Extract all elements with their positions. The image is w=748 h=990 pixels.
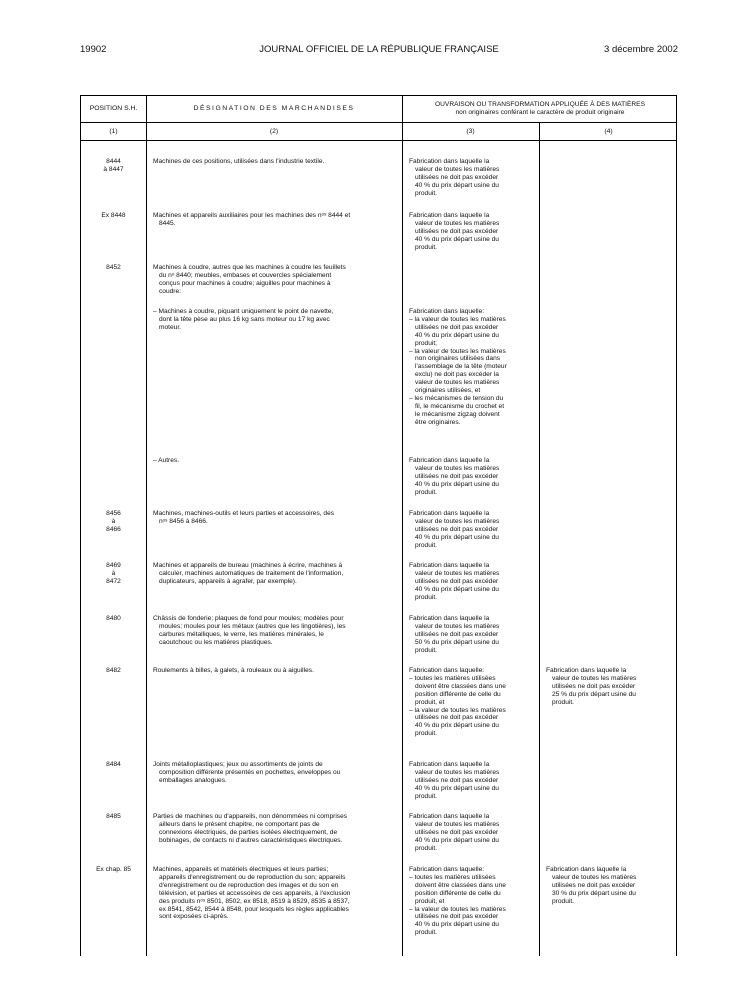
row-designation	[153, 510, 398, 526]
cell-line: Fabrication dans laquelle la	[409, 761, 490, 768]
cell-line: du nᵒ 8440; meubles, embases et couvercles spécialement	[159, 271, 332, 279]
row-position	[81, 866, 146, 874]
cell-line: Fabrication dans laquelle la	[409, 510, 490, 517]
cell-line: emballages analogues.	[159, 776, 227, 784]
cell-line: 40 % du prix départ usine du	[415, 181, 499, 189]
cell-line: doivent être classées dans une	[415, 682, 506, 690]
cell-line: valeur de toutes les matières	[415, 219, 500, 227]
row-position	[81, 667, 146, 675]
cell-line: Fabrication dans laquelle la	[409, 615, 490, 622]
row-designation	[153, 212, 398, 228]
row-ouvraison	[409, 667, 534, 738]
cell-line: valeur de toutes les matières	[552, 873, 637, 881]
cell-line: Fabrication dans laquelle la	[409, 562, 490, 569]
cell-line: produit.	[415, 488, 437, 496]
cell-line: position différente de celle du	[415, 889, 501, 897]
row-position	[81, 212, 146, 220]
column-divider	[402, 96, 403, 956]
cell-line: produit, et	[415, 698, 445, 706]
cell-line: 8469	[106, 562, 121, 569]
row-designation	[153, 761, 398, 785]
cell-line: Fabrication dans laquelle la	[546, 866, 627, 873]
cell-line: moteur.	[159, 323, 181, 331]
cell-line: Ex 8448	[101, 212, 126, 219]
cell-line: composition différente présentés en pochettes, enveloppes ou	[159, 768, 341, 776]
cell-line: utilisées ne doit pas excéder	[415, 714, 499, 722]
cell-line: produit.	[415, 929, 437, 937]
cell-line: 8456	[106, 510, 121, 517]
cell-line: Parties de machines ou d'appareils, non dénommées ni comprises	[153, 813, 348, 820]
page-number: 19902	[80, 44, 107, 55]
cell-line: utilisées ne doit pas excéder	[415, 227, 499, 235]
cell-line: bobinages, de contacts ni d'autres caractéristiques électriques.	[159, 836, 343, 844]
cell-line: conçus pour machines à coudre; aiguilles pour machines à	[159, 279, 331, 287]
row-position	[81, 158, 146, 174]
cell-line: utilisées ne doit pas excéder	[415, 828, 499, 836]
cell-line: 25 % du prix départ usine du	[552, 690, 636, 698]
cell-line: 8484	[106, 761, 121, 768]
cell-line: Fabrication dans laquelle la	[409, 813, 490, 820]
cell-line: fil, le mécanisme du crochet et	[415, 402, 505, 410]
cell-line: produit, et	[415, 897, 445, 905]
cell-line: position différente de celle du	[415, 690, 501, 698]
cell-line: être originaires.	[415, 418, 461, 426]
cell-line: carbures métalliques, le verre, les matières minérales, le	[159, 630, 324, 638]
cell-line: caoutchouc ou les matières plastiques.	[159, 638, 273, 646]
header-divider	[81, 140, 676, 141]
cell-line: 40 % du prix départ usine du	[415, 585, 499, 593]
cell-line: d'enregistrement ou de reproduction des images et du son en	[159, 881, 339, 889]
cell-line: des produits nᵒˢ 8501, 8502, ex 8518, 8519 à 8529, 8535 à 8537,	[159, 897, 350, 905]
cell-line: produit;	[415, 339, 437, 347]
cell-line: sont exposées ci-après.	[159, 913, 229, 921]
cell-line: Fabrication dans laquelle la	[409, 457, 490, 464]
cell-line: Châssis de fonderie; plaques de fond pour moules; modèles pour	[153, 615, 344, 622]
column-number-2: (2)	[269, 128, 279, 135]
column-number-3: (3)	[466, 128, 475, 135]
row-ouvraison	[409, 510, 534, 550]
cell-line: 40 % du prix départ usine du	[415, 533, 499, 541]
cell-line: ailleurs dans le présent chapitre, ne comportant pas de	[159, 820, 320, 828]
cell-line: produit.	[415, 593, 437, 601]
cell-line: 30 % du prix départ usine du	[552, 889, 636, 897]
cell-line: Fabrication dans laquelle la	[409, 212, 490, 219]
cell-line: Fabrication dans laquelle:	[409, 866, 485, 873]
cell-line: moules; moules pour les métaux (autres que les lingotières), les	[159, 622, 346, 630]
cell-line: utilisées ne doit pas excéder	[552, 682, 636, 690]
cell-line: Machines de ces positions, utilisées dans l'industrie textile.	[153, 158, 325, 165]
row-position	[81, 761, 146, 769]
row-ouvraison	[409, 457, 534, 497]
cell-line: utilisées ne doit pas excéder	[415, 472, 499, 480]
row-ouvraison	[409, 866, 534, 937]
row-designation	[153, 813, 398, 845]
cell-line: Machines et appareils auxiliaires pour les machines des nᵒˢ 8444 et	[153, 212, 351, 219]
cell-line: 8480	[106, 615, 121, 622]
row-designation	[153, 866, 398, 921]
cell-line: Roulements à billes, à galets, à rouleaux ou à aiguilles.	[153, 667, 314, 674]
cell-line: valeur de toutes les matières	[415, 165, 500, 173]
cell-line: produit.	[552, 897, 574, 905]
cell-line: à	[111, 569, 116, 577]
header-divider	[81, 122, 676, 123]
cell-line: 50 % du prix départ usine du	[415, 638, 499, 646]
column-divider	[146, 96, 147, 956]
row-designation	[153, 158, 398, 166]
cell-line: valeur de toutes les matières	[415, 768, 500, 776]
cell-line: 8485	[106, 813, 121, 820]
cell-line: 40 % du prix départ usine du	[415, 480, 499, 488]
row-position	[81, 813, 146, 821]
cell-line: coudre:	[159, 287, 181, 295]
row-position	[81, 562, 146, 586]
cell-line: le mécanisme zigzag doivent	[415, 410, 500, 418]
cell-line: à	[111, 517, 116, 525]
cell-line: valeur de toutes les matières	[415, 820, 500, 828]
cell-line: produit.	[415, 189, 437, 197]
cell-line: utilisées ne doit pas excéder	[415, 913, 499, 921]
cell-line: Fabrication dans laquelle:	[409, 308, 485, 315]
row-ouvraison	[409, 158, 534, 198]
cell-line: utilisées ne doit pas excéder	[415, 577, 499, 585]
row-designation	[153, 667, 398, 675]
cell-line: produit.	[415, 243, 437, 251]
cell-line: exclu) ne doit pas excéder la	[415, 371, 499, 379]
cell-line: Machines et appareils de bureau (machines à écrire, machines à	[153, 562, 343, 569]
page-header	[80, 44, 678, 58]
row-designation	[153, 615, 398, 647]
cell-line: – la valeur de toutes les matières	[409, 905, 506, 913]
cell-line: produit.	[552, 698, 574, 706]
cell-line: 8444	[106, 158, 121, 165]
row-alternative	[546, 866, 671, 906]
row-ouvraison	[409, 308, 534, 427]
row-alternative	[546, 667, 671, 707]
cell-line: 8482	[106, 667, 121, 674]
cell-line: – les mécanismes de tension du	[409, 394, 504, 402]
cell-line: ex 8541, 8542, 8544 à 8548, pour lesquels les règles applicables	[159, 905, 349, 913]
column-header-designation: DÉSIGNATION DES MARCHANDISES	[193, 105, 355, 112]
cell-line: appareils d'enregistrement ou de reproduction du son; appareils	[159, 873, 346, 881]
column-header-ouvraison: OUVRAISON OU TRANSFORMATION APPLIQUÉE À DES MATIÈRES non originaires conférant le caractère de produit originaire	[435, 101, 645, 116]
cell-line: valeur de toutes les matières	[415, 622, 500, 630]
cell-line: nᵒˢ 8456 à 8466.	[159, 517, 208, 525]
cell-line: 40 % du prix départ usine du	[415, 921, 499, 929]
cell-line: 40 % du prix départ usine du	[415, 836, 499, 844]
cell-line: dont la tête pèse au plus 16 kg sans moteur ou 17 kg avec	[159, 315, 330, 323]
cell-line: utilisées ne doit pas excéder	[415, 525, 499, 533]
cell-line: – toutes les matières utilisées	[409, 873, 496, 881]
cell-line: – Machines à coudre, piquant uniquement le point de navette,	[153, 308, 334, 315]
cell-line: 40 % du prix départ usine du	[415, 331, 499, 339]
cell-line: 8452	[106, 264, 121, 271]
cell-line: – toutes les matières utilisées	[409, 674, 496, 682]
cell-line: valeur de toutes les matières	[415, 517, 500, 525]
cell-line: – la valeur de toutes les matières	[409, 347, 506, 355]
row-designation	[153, 562, 398, 586]
row-ouvraison	[409, 615, 534, 655]
cell-line: Machines à coudre, autres que les machines à coudre les feuillets	[153, 264, 346, 271]
cell-line: 40 % du prix départ usine du	[415, 722, 499, 730]
cell-line: à 8447	[103, 165, 124, 173]
row-designation	[153, 457, 398, 465]
cell-line: 8472	[106, 577, 121, 585]
cell-line: connexions électriques, de parties isolées électriquement, de	[159, 828, 338, 836]
cell-line: produit.	[415, 646, 437, 654]
cell-line: 8445.	[159, 219, 176, 227]
cell-line: produit.	[415, 792, 437, 800]
rules-table	[80, 95, 677, 956]
row-position	[81, 510, 146, 534]
cell-line: calculer, machines automatiques de traitement de l'information,	[159, 569, 344, 577]
row-designation	[153, 264, 398, 296]
cell-line: produit.	[415, 541, 437, 549]
journal-title: JOURNAL OFFICIEL DE LA RÉPUBLIQUE FRANÇAISE	[259, 44, 499, 55]
row-position	[81, 615, 146, 623]
row-ouvraison	[409, 761, 534, 801]
row-ouvraison	[409, 813, 534, 853]
cell-line: utilisées ne doit pas excéder	[415, 173, 499, 181]
row-position	[81, 264, 146, 272]
cell-line: originaires utilisées, et	[415, 387, 481, 395]
cell-line: Fabrication dans laquelle la	[546, 667, 627, 674]
cell-line: utilisées ne doit pas excéder	[552, 881, 636, 889]
cell-line: valeur de toutes les matières	[552, 674, 637, 682]
cell-line: utilisées ne doit pas excéder	[415, 630, 499, 638]
cell-line: non originaires utilisées dans	[415, 355, 501, 363]
cell-line: 40 % du prix départ usine du	[415, 235, 499, 243]
cell-line: – la valeur de toutes les matières	[409, 706, 506, 714]
row-ouvraison	[409, 212, 534, 252]
cell-line: Ex chap. 85	[96, 866, 131, 873]
cell-line: Machines, appareils et matériels électriques et leurs parties;	[153, 866, 329, 873]
cell-line: – la valeur de toutes les matières	[409, 315, 506, 323]
cell-line: duplicateurs, appareils à agrafer, par exemple).	[159, 577, 297, 585]
cell-line: valeur de toutes les matières	[415, 464, 500, 472]
cell-line: doivent être classées dans une	[415, 881, 506, 889]
cell-line: utilisées ne doit pas excéder	[415, 776, 499, 784]
cell-line: l'assemblage de la tête (moteur	[415, 363, 507, 371]
column-header-position: POSITION S.H.	[89, 105, 138, 112]
cell-line: télévision, et parties et accessoires de ces appareils, à l'exclusion	[159, 889, 351, 897]
issue-date: 3 décembre 2002	[604, 44, 678, 55]
cell-line: Joints métalloplastiques; jeux ou assortiments de joints de	[153, 761, 323, 768]
cell-line: 40 % du prix départ usine du	[415, 784, 499, 792]
row-ouvraison	[409, 562, 534, 602]
cell-line: valeur de toutes les matières	[415, 569, 500, 577]
cell-line: Machines, machines-outils et leurs parties et accessoires, des	[153, 510, 335, 517]
column-number-1: (1)	[109, 128, 118, 135]
row-designation	[153, 308, 398, 332]
column-divider	[539, 122, 540, 956]
cell-line: produit.	[415, 730, 437, 738]
cell-line: valeur de toutes les matières	[415, 379, 500, 387]
cell-line: Fabrication dans laquelle:	[409, 667, 485, 674]
cell-line: 8466	[106, 525, 121, 533]
cell-line: – Autres.	[153, 457, 180, 464]
cell-line: produit.	[415, 844, 437, 852]
column-number-4: (4)	[604, 128, 613, 135]
cell-line: Fabrication dans laquelle la	[409, 158, 490, 165]
cell-line: utilisées ne doit pas excéder	[415, 323, 499, 331]
